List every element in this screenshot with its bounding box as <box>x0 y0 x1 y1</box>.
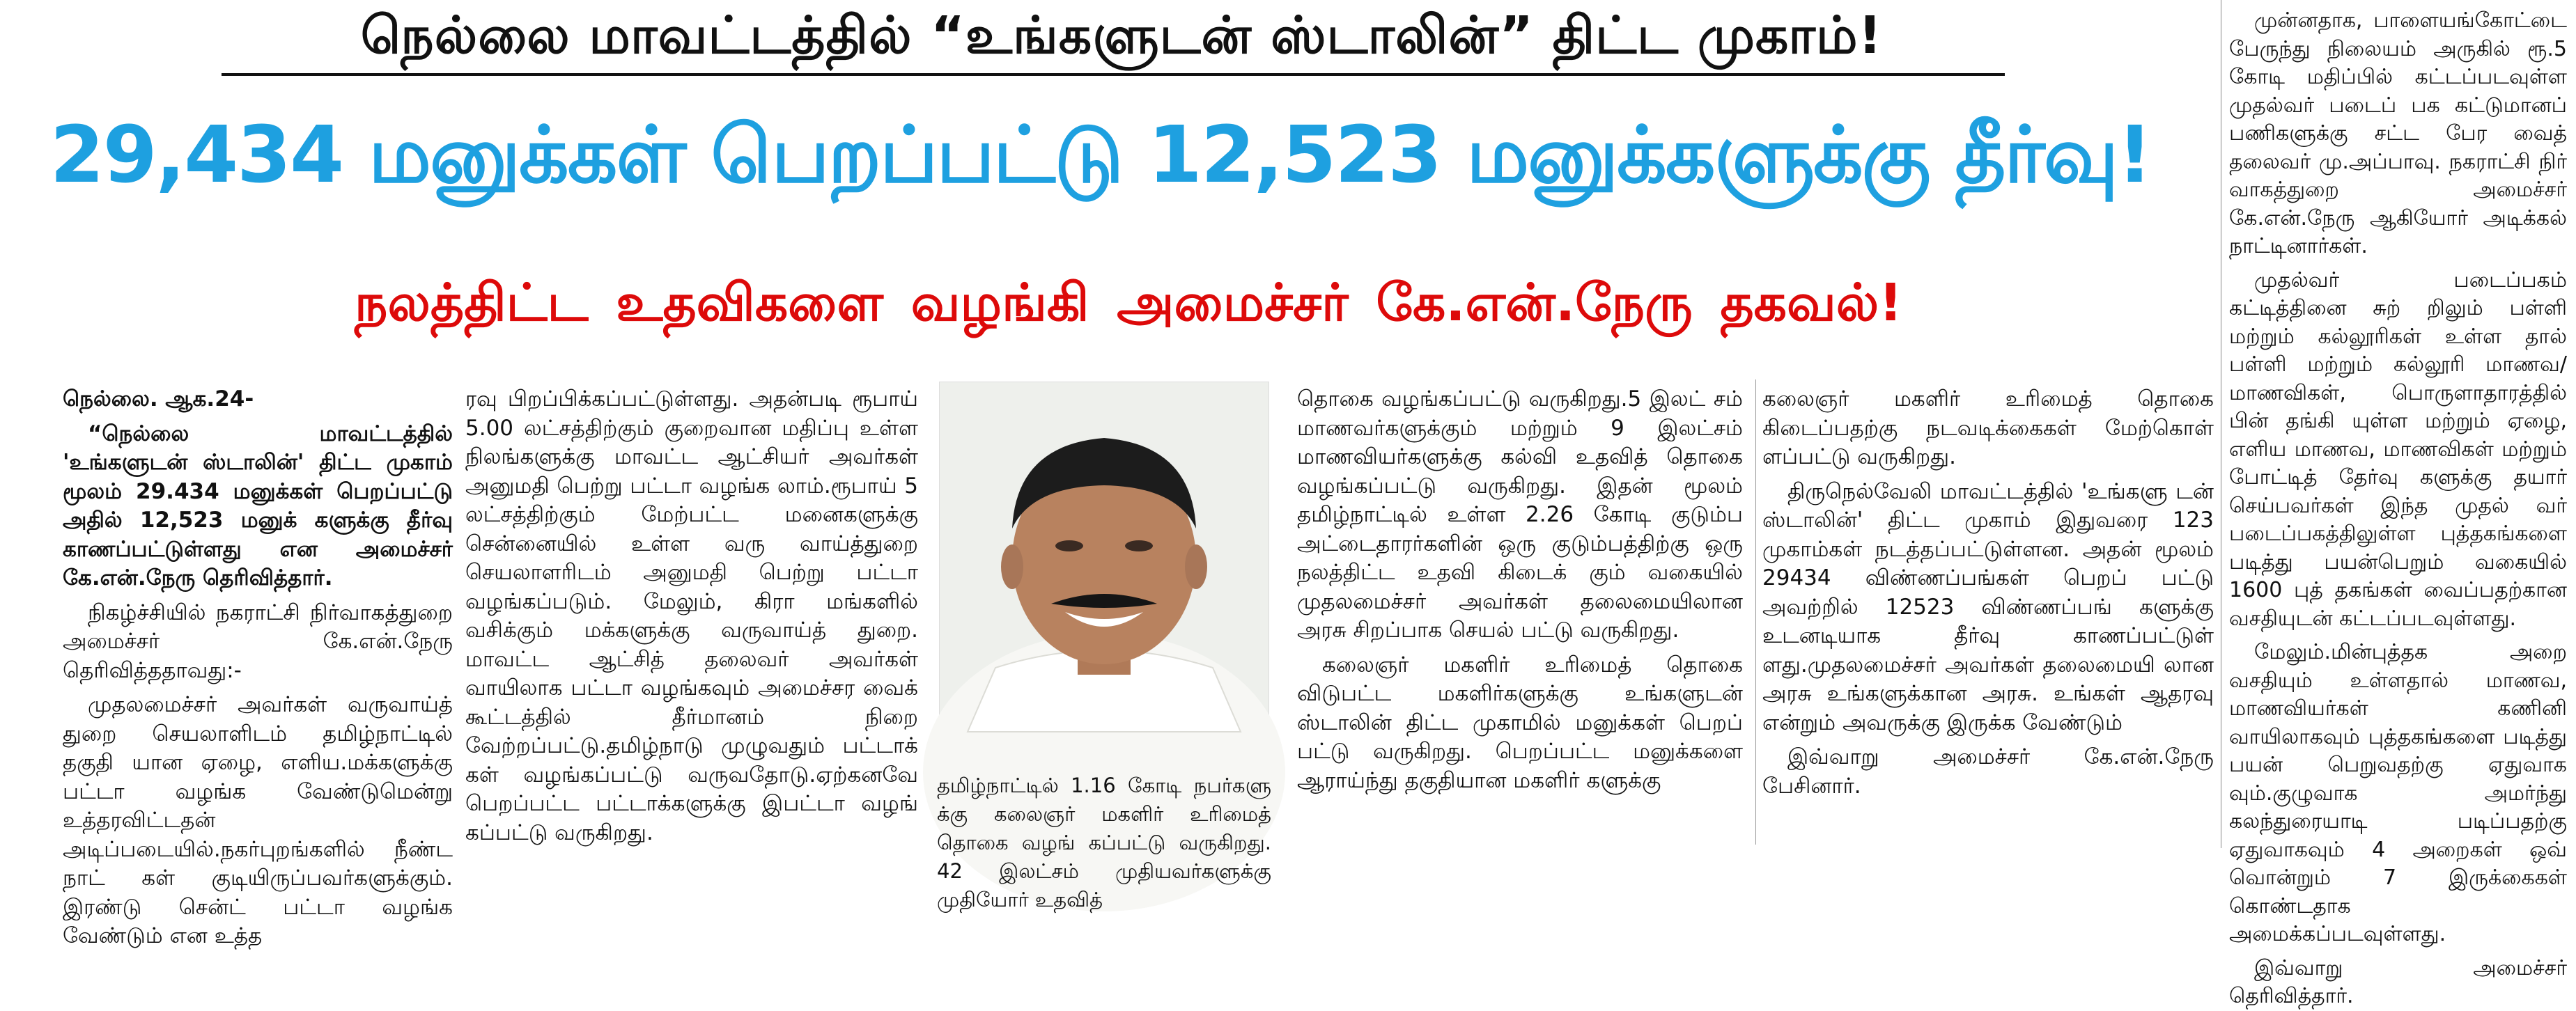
paragraph: தொகை வழங்கப்பட்டு வருகிறது.5 இலட் சம் மாணவர்களுக்கும் மற்றும் 9 இலட்சம் மாணவியர்களுக்கு கல்வி உதவித் தொகை வழங்கப்பட்டு வருகிறது. இதன் மூலம் தமிழ்நாட்டில் உள்ள 2.26 கோடி குடும்ப அட்டைதாரர்களின் ஒரு குடும்பத்திற்கு ஒரு நலத்திட்ட உதவி கிடைக் கும் வகையில் முதலமைச்சர் அவர்கள் தலைமையிலான அரசு சிறப்பாக செயல் பட்டு வருகிறது. <box>1297 386 1743 643</box>
paragraph: முதல்வர் படைப்பகம் கட்டித்தினை சுற் றிலும் பள்ளி மற்றும் கல்லூரிகள் உள்ள தால் பள்ளி மற்றும் கல்லூரி மாணவ/ மாணவிகள், பொருளாதாரத்தில் பின் தங்கி யுள்ள மற்றும் ஏழை, எளிய மாணவ, மாணவிகள் மற்றும் போட்டித் தேர்வு களுக்கு தயார் செய்பவர்கள் இந்த முதல் வர் படைப்பகத்திலுள்ள புத்தகங்களை படித்து பயன்பெறும் வகையில் 1600 புத் தகங்கள் வைப்பதற்கான வசதியுடன் கட்டப்படவுள்ளது. <box>2229 267 2567 631</box>
photo-caption: தமிழ்நாட்டில் 1.16 கோடி நபர்களு க்கு கலைஞர் மகளிர் உரிமைத் தொகை வழங் கப்பட்டு வருகிறது. 42 இலட்சம் முதியவர்களுக்கு முதியோர் உதவித் <box>937 774 1271 911</box>
lead-paragraph: “நெல்லை மாவட்டத்தில் 'உங்களுடன் ஸ்டாலின்' திட்ட முகாம் மூலம் 29.434 மனுக்கள் பெறப்பட்டு அதில் 12,523 மனுக் களுக்கு தீர்வு காணப்பட்டுள்ளது என அமைச்சர் கே.என்.நேரு தெரிவித்தார். <box>63 421 453 590</box>
article-column-3 <box>1297 385 1743 848</box>
column-divider <box>1755 379 1756 845</box>
portrait-photo-icon <box>940 382 1268 732</box>
minister-photo <box>939 382 1269 732</box>
paragraph: முதலமைச்சர் அவர்கள் வருவாய்த் துறை செயலாளிடம் தமிழ்நாட்டில் தகுதி யான ஏழை, எளிய.மக்களுக்கு பட்டா வழங்க வேண்டுமென்று உத்தரவிட்டதன் அடிப்படையில்.நகர்புறங்களில் நீண்ட நாட் கள் குடியிருப்பவர்களுக்கும். இரண்டு சென்ட் பட்டா வழங்க வேண்டும் என உத்த <box>63 692 453 948</box>
kicker-underline <box>222 73 2005 76</box>
paragraph: கலைஞர் மகளிர் உரிமைத் தொகை கிடைப்பதற்கு நடவடிக்கைகள் மேற்கொள் ளப்பட்டு வருகிறது. <box>1762 386 2214 469</box>
paragraph: முன்னதாக, பாளையங்கோட்டை பேருந்து நிலையம் அருகில் ரூ.5 கோடி மதிப்பில் கட்டப்படவுள்ள முதல்வர் படைப் பக கட்டுமானப் பணிகளுக்கு சட்ட பேர வைத் தலைவர் மு.அப்பாவு. நகராட்சி நிர் வாகத்துறை அமைச்சர் கே.என்.நேரு ஆகியோர் அடிக்கல் நாட்டினார்கள். <box>2229 8 2567 258</box>
article-column-5 <box>2229 7 2567 1008</box>
headline-sub: நலத்திட்ட உதவிகளை வழங்கி அமைச்சர் கே.என்.நேரு தகவல்! <box>355 273 1902 333</box>
paragraph: நிகழ்ச்சியில் நகராட்சி நிர்வாகத்துறை அமைச்சர் கே.என்.நேரு தெரிவித்ததாவது:- <box>63 599 453 683</box>
article-column-1 <box>63 385 453 948</box>
headline-kicker: நெல்லை மாவட்டத்தில் “உங்களுடன் ஸ்டாலின்” திட்ட முகாம்! <box>360 6 1883 65</box>
paragraph: இவ்வாறு அமைச்சர் தெரிவித்தார். <box>2229 955 2567 1008</box>
paragraph: திருநெல்வேலி மாவட்டத்தில் 'உங்களு டன் ஸ்டாலின்' திட்ட முகாம் இதுவரை 123 முகாம்கள் நடத்தப்பட்டுள்ளன. அதன் மூலம் 29434 விண்ணப்பங்கள் பெறப் பட்டு அவற்றில் 12523 விண்ணப்பங் களுக்கு உடனடியாக தீர்வு காணப்பட்டுள் ளது.முதலமைச்சர் அவர்கள் தலைமையி லான அரசு உங்களுக்கான அரசு. உங்கள் ஆதரவு என்றும் அவருக்கு இருக்க வேண்டும் <box>1762 478 2214 735</box>
article-column-4 <box>1762 385 2214 848</box>
dateline: நெல்லை. ஆக.24- <box>63 386 254 412</box>
article-column-2 <box>465 385 918 848</box>
paragraph: இவ்வாறு அமைச்சர் கே.என்.நேரு பேசினார். <box>1762 744 2214 799</box>
paragraph: மேலும்.மின்புத்தக அறை வசதியும் உள்ளதால் மாணவ, மாணவியர்கள் கணினி வாயிலாகவும் புத்தகங்களை படித்து பயன் பெறுவதற்கு ஏதுவாக வும்.குழுவாக அமர்ந்து கலந்துரையாடி படிப்பதற்கு ஏதுவாகவும் 4 அறைகள் ஒவ் வொன்றும் 7 இருக்கைகள் கொண்டதாக அமைக்கப்படவுள்ளது. <box>2229 640 2567 946</box>
headline-main: 29,434 மனுக்கள் பெறப்பட்டு 12,523 மனுக்களுக்கு தீர்வு! <box>49 110 2152 201</box>
paragraph: கலைஞர் மகளிர் உரிமைத் தொகை விடுபட்ட மகளிர்களுக்கு உங்களுடன் ஸ்டாலின் திட்ட முகாமில் மனுக்கள் பெறப் பட்டு வருகிறது. பெறப்பட்ட மனுக்களை ஆராய்ந்து தகுதியான மகளிர் களுக்கு <box>1297 652 1743 793</box>
paragraph: ரவு பிறப்பிக்கப்பட்டுள்ளது. அதன்படி ரூபாய் 5.00 லட்சத்திற்கும் குறைவான மதிப்பு உள்ள நிலங்களுக்கு மாவட்ட ஆட்சியர் அவர்கள் அனுமதி பெற்று பட்டா வழங்க லாம்.ரூபாய் 5 லட்சத்திற்கும் மேற்பட்ட மனைகளுக்கு சென்னையில் உள்ள வரு வாய்த்துறை செயலாளரிடம் அனுமதி பெற்று பட்டா வழங்கப்படும். மேலும், கிரா மங்களில் வசிக்கும் மக்களுக்கு வருவாய்த் துறை. மாவட்ட ஆட்சித் தலைவர் அவர்கள் வாயிலாக பட்டா வழங்கவும் அமைச்சர வைக் கூட்டத்தில் தீர்மானம் நிறை வேற்றப்பட்டு.தமிழ்நாடு முழுவதும் பட்டாக் கள் வழங்கப்பட்டு வருவதோடு.ஏற்கனவே பெறப்பட்ட பட்டாக்களுக்கு இபட்டா வழங் கப்பட்டு வருகிறது. <box>465 386 918 845</box>
